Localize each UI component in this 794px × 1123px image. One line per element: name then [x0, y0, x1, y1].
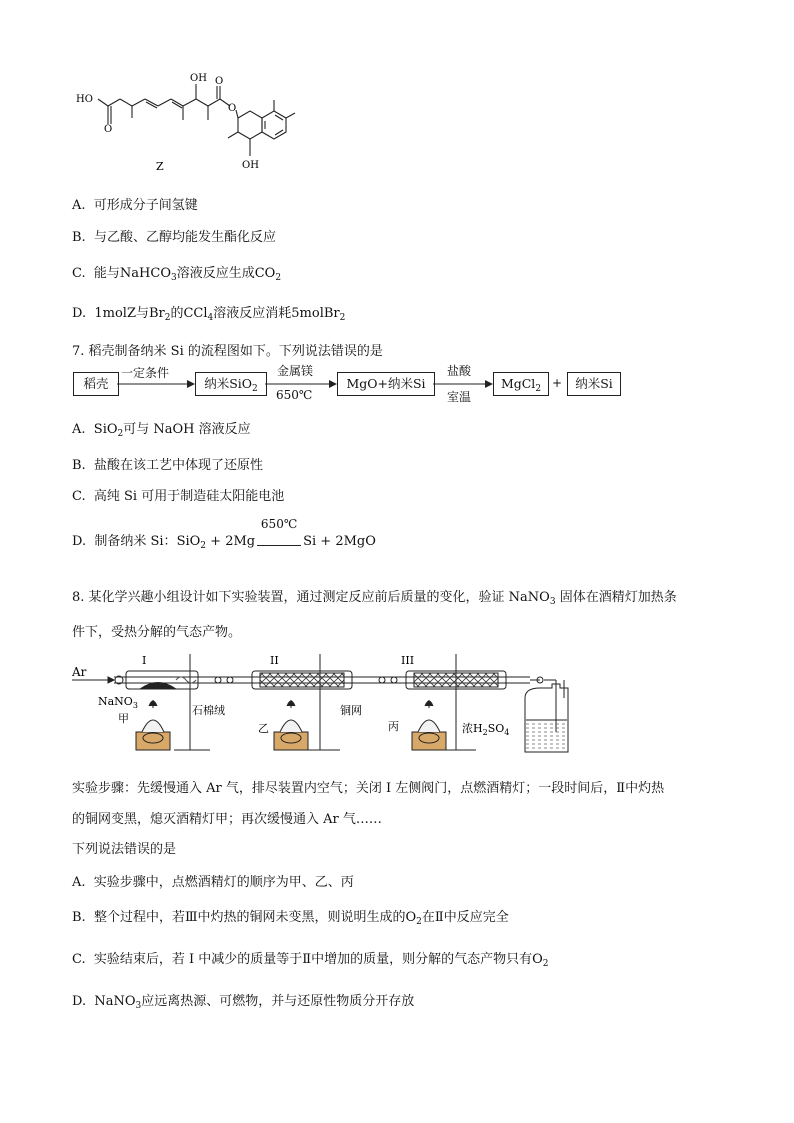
copper-mesh-label: 铜网	[340, 704, 362, 717]
reaction-condition: 650℃	[260, 517, 298, 531]
oh-label: OH	[190, 73, 207, 84]
q8-option-b: B. 整个过程中，若Ⅲ中灼热的铜网未变黑，则说明生成的$O_2$在Ⅱ中反应完全	[72, 910, 509, 927]
flow-arrow-3-bottom: 室温	[447, 390, 472, 404]
flow-arrow-2-top: 金属镁	[277, 364, 314, 378]
oh-label: OH	[242, 160, 259, 171]
ar-label: Ar	[72, 665, 87, 679]
q8-steps-line2: 的铜网变黑，熄灭酒精灯甲；再次缓慢通入 Ar 气……	[72, 812, 382, 827]
q7-stem: 7. 稻壳制备纳米 Si 的流程图如下。下列说法错误的是	[72, 344, 383, 359]
flow-box-mgo-si: MgO+纳米Si	[337, 372, 435, 396]
tube-ii-label: II	[270, 654, 279, 667]
q7-option-c: C. 高纯 Si 可用于制造硅太阳能电池	[72, 489, 285, 504]
flow-arrow-1-label: 一定条件	[121, 366, 170, 380]
q8-option-c: C. 实验结束后，若 I 中减少的质量等于Ⅱ中增加的质量，则分解的气态产物只有$O_2$	[72, 952, 549, 969]
flow-box-rice-husk: 稻壳	[73, 372, 119, 396]
o-label: O	[104, 124, 113, 135]
q8-steps-line1: 实验步骤：先缓慢通入 Ar 气，排尽装置内空气；关闭 I 左侧阀门，点燃酒精灯；一段时间后，Ⅱ中灼热	[72, 781, 665, 796]
flow-arrow-2-bottom: 650℃	[276, 388, 313, 402]
q6-option-a: A. 可形成分子间氢键	[72, 198, 198, 213]
compound-label: Z	[156, 160, 164, 173]
q7-option-b: B. 盐酸在该工艺中体现了还原性	[72, 458, 263, 473]
flow-plus: +	[552, 376, 563, 390]
tube-i-label: I	[142, 654, 147, 667]
flow-box-nano-si: 纳米Si	[567, 372, 621, 396]
ho-label: HO	[76, 94, 93, 105]
q6-option-c: C. 能与NaHCO$_3$溶液反应生成$CO_2$	[72, 266, 282, 283]
lamp-jia-label: 甲	[118, 712, 129, 725]
q6-option-d: D. 1molZ与$Br_2$的CCl$_4$溶液反应消耗5molBr$_2$	[72, 306, 346, 323]
lamp-bing-label: 丙	[388, 720, 399, 733]
conc-sulfuric-acid-label: 浓$H_2SO_4$	[462, 722, 510, 737]
q7-option-d: D. 制备纳米 Si：SiO$_2$ + 2Mg 650℃ Si + 2MgO	[72, 517, 376, 551]
q7-option-a: A. SiO$_2$可与 NaOH 溶液反应	[72, 422, 251, 439]
apparatus-diagram	[70, 650, 570, 762]
flow-box-mgcl2: MgCl$_2$	[493, 372, 549, 396]
lamp-yi-label: 乙	[258, 722, 269, 735]
q6-option-b: B. 与乙酸、乙醇均能发生酯化反应	[72, 230, 276, 245]
o-label: O	[215, 76, 224, 87]
tube-iii-label: III	[401, 654, 415, 667]
flow-box-nano-sio2: 纳米SiO$_2$	[195, 372, 267, 396]
q8-stem-line1: 8. 某化学兴趣小组设计如下实验装置，通过测定反应前后质量的变化，验证 NaNO$_3$ 固体在酒精灯加热条	[72, 590, 677, 607]
asbestos-label: 石棉绒	[192, 704, 225, 717]
o-label: O	[228, 103, 237, 114]
q8-question: 下列说法错误的是	[72, 842, 177, 857]
nano3-label: NaNO$_3$	[98, 695, 138, 710]
structure-z-diagram	[70, 66, 300, 186]
q8-option-d: D. NaNO$_3$应远离热源、可燃物，并与还原性物质分开存放	[72, 994, 415, 1011]
q8-option-a: A. 实验步骤中，点燃酒精灯的顺序为甲、乙、丙	[72, 875, 354, 890]
q8-stem-line2: 件下，受热分解的气态产物。	[72, 625, 242, 640]
flow-arrow-3-top: 盐酸	[447, 364, 472, 378]
